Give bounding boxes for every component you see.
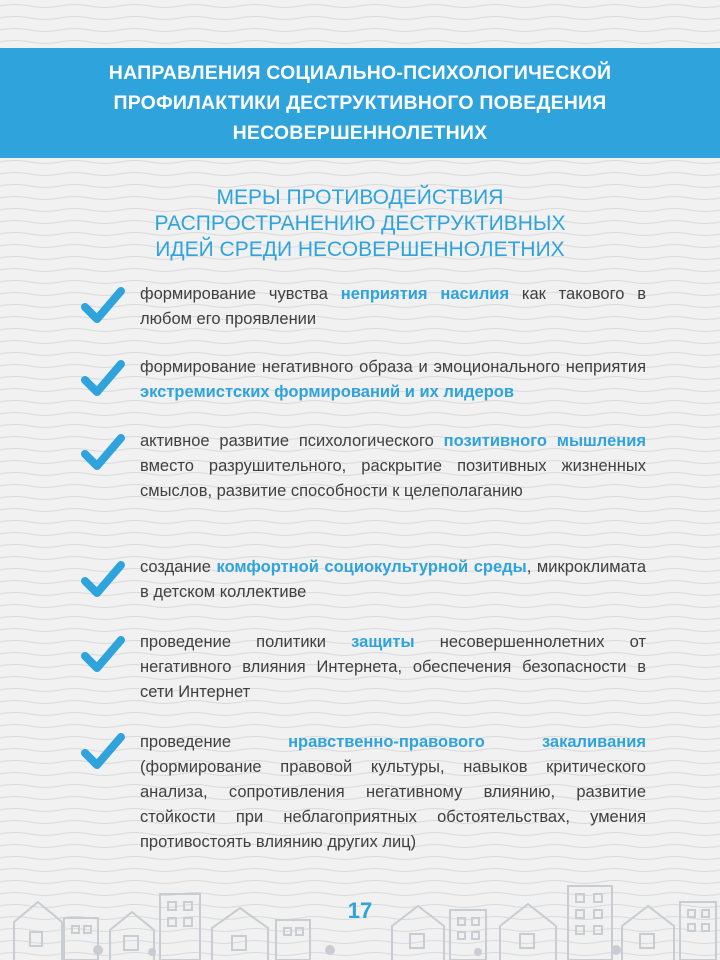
item-text: формирование чувства [140, 285, 341, 303]
checkmark-icon [81, 733, 125, 773]
wave-line [0, 857, 720, 860]
wave-line [0, 269, 720, 272]
item-text: (формирование правовой культуры, навыков критического анализа, сопротивления негативному влиянию, развитие стойкости при неблагоприятных обстоятельствах, умения противостоять влиянию других лиц) [140, 758, 646, 851]
measure-item [140, 630, 646, 705]
item-text: проведение политики [140, 633, 352, 651]
item-highlight: экстремистских формирований и их лидеров [140, 383, 514, 401]
page-number: 17 [347, 898, 373, 923]
checkmark-icon [81, 360, 125, 400]
wave-line [0, 425, 720, 428]
item-text: проведение [140, 733, 289, 751]
item-text: как такового в любом его проявлении [140, 285, 646, 328]
measure-item [140, 555, 646, 605]
item-text: создание [140, 558, 217, 576]
measure-item [140, 282, 646, 332]
wave-line [0, 545, 720, 548]
wave-line [0, 869, 720, 872]
wave-line [0, 161, 720, 164]
wave-line [0, 173, 720, 176]
item-text: активное развитие психологического [140, 432, 444, 450]
section-subheading: МЕРЫ ПРОТИВОДЕЙСТВИЯ РАСПРОСТРАНЕНИЮ ДЕСТРУКТИВНЫХ ИДЕЙ СРЕДИ НЕСОВЕРШЕННОЛЕТНИХ [154, 186, 566, 261]
item-text: , микроклимата в детском коллективе [140, 558, 647, 601]
checkmark-icon [81, 287, 125, 327]
checkmark-icon [81, 434, 125, 474]
measure-item [140, 730, 646, 855]
checkmark-icon [81, 561, 125, 601]
wave-line [0, 29, 720, 32]
wave-line [0, 521, 720, 524]
measure-item [140, 355, 646, 405]
wave-line [0, 41, 720, 44]
wave-line [0, 17, 720, 20]
wave-line [0, 509, 720, 512]
wave-line [0, 413, 720, 416]
item-highlight: защиты [351, 633, 415, 651]
measure-item [140, 429, 646, 504]
wave-line [0, 725, 720, 728]
item-text: формирование негативного образа и эмоционального неприятия [140, 358, 646, 376]
item-highlight: нравственно-правового закаливания [288, 733, 646, 751]
page-title: НАПРАВЛЕНИЯ СОЦИАЛЬНО-ПСИХОЛОГИЧЕСКОЙ ПРОФИЛАКТИКИ ДЕСТРУКТИВНОГО ПОВЕДЕНИЯ НЕСОВЕРШЕННОЛЕТНИХ [108, 62, 612, 144]
wave-line [0, 341, 720, 344]
item-highlight: неприятия насилия [340, 285, 510, 303]
item-highlight: комфортной социокультурной среды [216, 558, 527, 576]
item-highlight: позитивного мышления [443, 432, 646, 450]
header-band [0, 48, 720, 158]
checkmark-icon [81, 636, 125, 676]
wave-line [0, 5, 720, 8]
wave-line [0, 713, 720, 716]
item-text: несовершеннолетних от негативного влияния Интернета, обеспечения безопасности в сети Интернет [140, 633, 646, 701]
item-text: вместо разрушительного, раскрытие позитивных жизненных смыслов, развитие способности к целеполаганию [140, 457, 646, 500]
wave-line [0, 617, 720, 620]
wave-line [0, 533, 720, 536]
